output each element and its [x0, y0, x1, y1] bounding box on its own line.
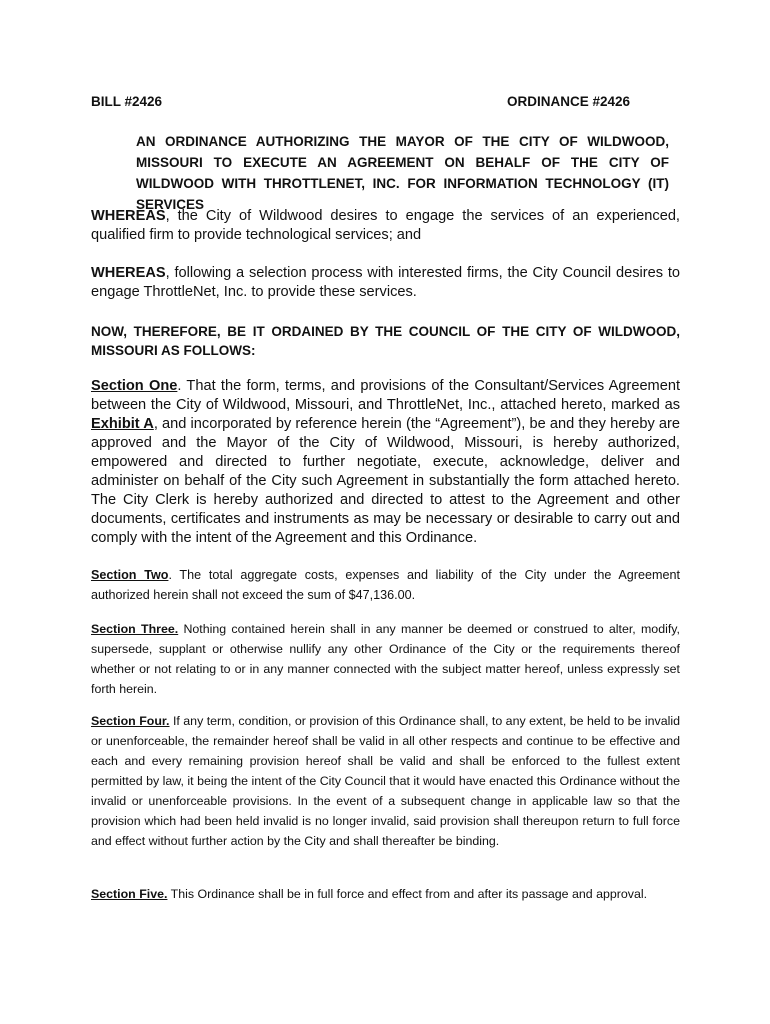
section-two-label: Section Two: [91, 568, 169, 582]
whereas-paragraph-1: [91, 207, 680, 245]
ordained-clause: NOW, THEREFORE, BE IT ORDAINED BY THE COUNCIL OF THE CITY OF WILDWOOD, MISSOURI AS FOLLOWS:: [91, 324, 680, 358]
section-one-text-b: , and incorporated by reference herein (the “Agreement”), be and they hereby are approved and the Mayor of the City of Wildwood, Missouri, is hereby authorized, empowered and directed to further negotiate, execute, acknowledge, deliver and administer on behalf of the City such Agreement in substantially the form attached hereto. The City Clerk is hereby authorized and directed to attest to the Agreement and other documents, certificates and instruments as may be necessary or desirable to carry out and comply with the intent of the Agreement and this Ordinance.: [91, 416, 680, 546]
whereas-text: , following a selection process with interested firms, the City Council desires to engage ThrottleNet, Inc. to provide these services.: [91, 265, 680, 300]
section-one: [91, 377, 680, 548]
section-three: [91, 619, 680, 699]
exhibit-a-reference: Exhibit A: [91, 416, 154, 432]
section-one-label: Section One: [91, 378, 178, 394]
section-five-text: This Ordinance shall be in full force and effect from and after its passage and approval.: [167, 887, 648, 901]
whereas-label: WHEREAS: [91, 208, 166, 224]
document-header: [91, 94, 630, 109]
section-five: [91, 884, 680, 904]
section-three-text: Nothing contained herein shall in any manner be deemed or construed to alter, modify, supersede, supplant or otherwise nullify any other Ordinance of the City or the requirements thereof whether or not relating to or in any manner connected with the subject matter hereof, unless expressly set forth herein.: [91, 622, 680, 696]
section-five-label: Section Five.: [91, 887, 168, 901]
section-three-label: Section Three.: [91, 622, 179, 636]
section-one-text-a: . That the form, terms, and provisions of the Consultant/Services Agreement between the City of Wildwood, Missouri, and ThrottleNet, Inc., attached hereto, marked as: [91, 378, 680, 413]
section-four-text: If any term, condition, or provision of this Ordinance shall, to any extent, be held to be invalid or unenforceable, the remainder hereof shall be valid in all other respects and continue to be effective and each and every remaining provision hereof shall be valid and shall be enforced to the fullest extent permitted by law, it being the intent of the City Council that it would have enacted this Ordinance without the invalid or unenforceable provisions. In the event of a subsequent change in applicable law so that the provision which had been held invalid is no longer invalid, said provision shall thereupon return to full force and effect without further action by the City and shall thereafter be binding.: [91, 714, 680, 848]
section-two: [91, 565, 680, 605]
whereas-label: WHEREAS: [91, 265, 166, 281]
bill-number: BILL #2426: [91, 94, 163, 109]
section-two-text: . The total aggregate costs, expenses and liability of the City under the Agreement authorized herein shall not exceed the sum of $47,136.00.: [91, 568, 680, 602]
ordinance-number: ORDINANCE #2426: [506, 94, 630, 109]
section-four: [91, 711, 680, 851]
ordinance-title: AN ORDINANCE AUTHORIZING THE MAYOR OF THE CITY OF WILDWOOD, MISSOURI TO EXECUTE AN AGREEMENT ON BEHALF OF THE CITY OF WILDWOOD WITH THROTTLENET, INC. FOR INFORMATION TECHNOLOGY (IT) SERVICES: [136, 134, 669, 212]
section-four-label: Section Four.: [91, 714, 170, 728]
whereas-paragraph-2: [91, 264, 680, 302]
whereas-text: , the City of Wildwood desires to engage the services of an experienced, qualified firm to provide technological services; and: [91, 208, 680, 243]
